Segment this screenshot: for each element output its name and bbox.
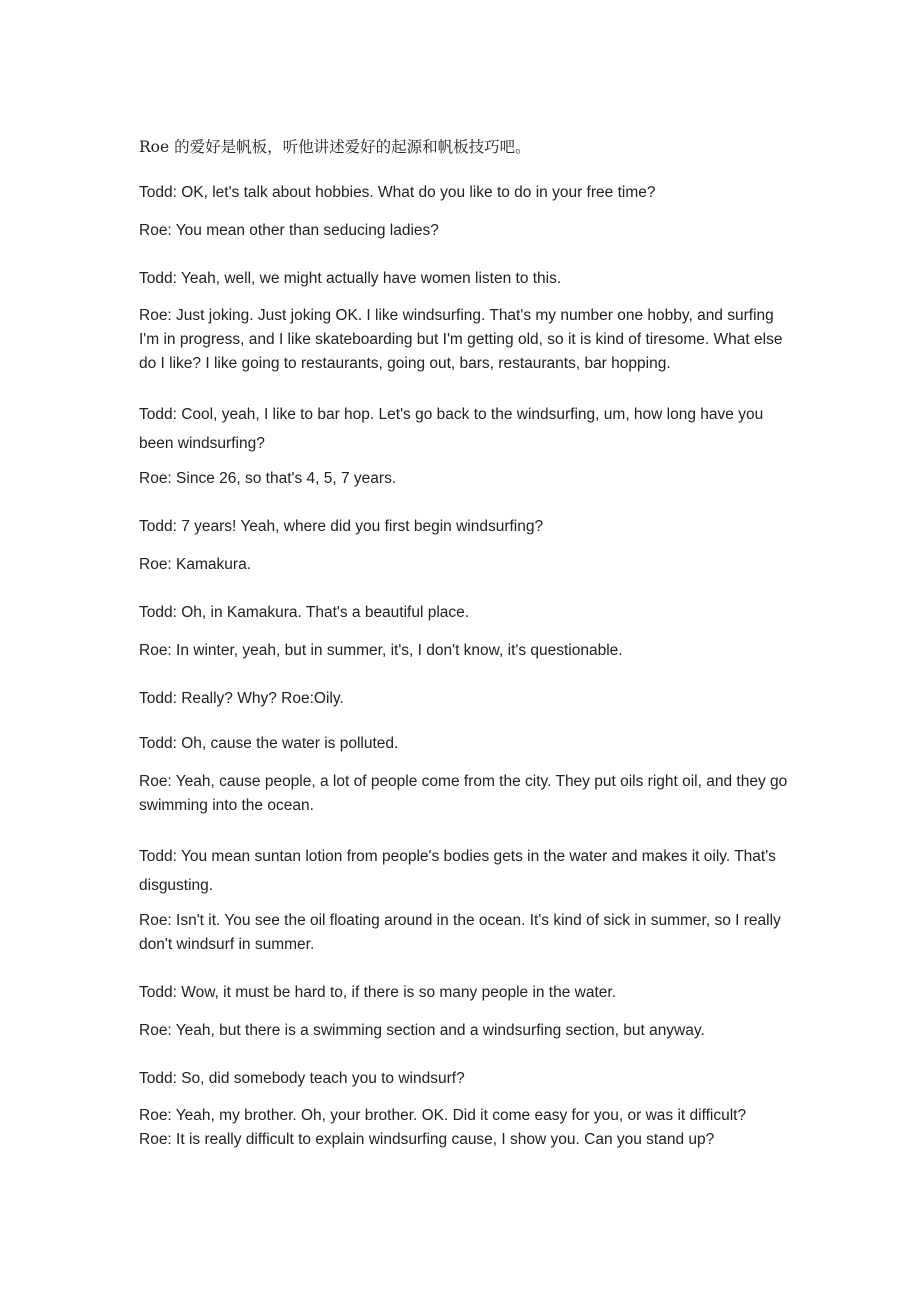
dialogue-line-14: Todd: You mean suntan lotion from people's bodies gets in the water and makes it oily. That's disgusting. [139,848,776,894]
dialogue-line-4: Roe: Just joking. Just joking OK. I like windsurfing. That's my number one hobby, and surfing I'm in progress, and I like skateboarding but I'm getting old, so it is kind of tiresome. What else do I like? I like going to restaurants, going out, bars, restaurants, bar hopping. [139,307,783,372]
dialogue-line-17: Roe: Yeah, but there is a swimming section and a windsurfing section, but anyway. [139,1022,705,1039]
dialogue-line-12: Todd: Oh, cause the water is polluted. [139,735,399,752]
dialogue-line-11: Todd: Really? Why? Roe:Oily. [139,690,344,707]
dialogue-line-8: Roe: Kamakura. [139,556,251,573]
dialogue-line-16: Todd: Wow, it must be hard to, if there is so many people in the water. [139,984,617,1001]
dialogue-line-20: Roe: It is really difficult to explain windsurfing cause, I show you. Can you stand up? [139,1131,715,1148]
dialogue-line-3: Todd: Yeah, well, we might actually have women listen to this. [139,270,562,287]
dialogue-line-9: Todd: Oh, in Kamakura. That's a beautiful place. [139,604,470,621]
dialogue-line-19: Roe: Yeah, my brother. Oh, your brother. OK. Did it come easy for you, or was it difficult? [139,1107,747,1124]
dialogue-line-2: Roe: You mean other than seducing ladies? [139,222,439,239]
dialogue-line-13: Roe: Yeah, cause people, a lot of people come from the city. They put oils right oil, and they go swimming into the ocean. [139,773,788,814]
dialogue-line-5: Todd: Cool, yeah, I like to bar hop. Let's go back to the windsurfing, um, how long have you been windsurfing? [139,406,764,452]
dialogue-line-6: Roe: Since 26, so that's 4, 5, 7 years. [139,470,397,487]
dialogue-line-10: Roe: In winter, yeah, but in summer, it's, I don't know, it's questionable. [139,642,623,659]
intro-paragraph: Roe 的爱好是帆板，听他讲述爱好的起源和帆板技巧吧。 [139,138,531,156]
dialogue-line-7: Todd: 7 years! Yeah, where did you first begin windsurfing? [139,518,544,535]
dialogue-line-15: Roe: Isn't it. You see the oil floating around in the ocean. It's kind of sick in summer, so I really don't windsurf in summer. [139,912,781,953]
document-body [139,135,789,1152]
dialogue-line-18: Todd: So, did somebody teach you to windsurf? [139,1070,465,1087]
dialogue-line-1: Todd: OK, let's talk about hobbies. What do you like to do in your free time? [139,184,656,201]
